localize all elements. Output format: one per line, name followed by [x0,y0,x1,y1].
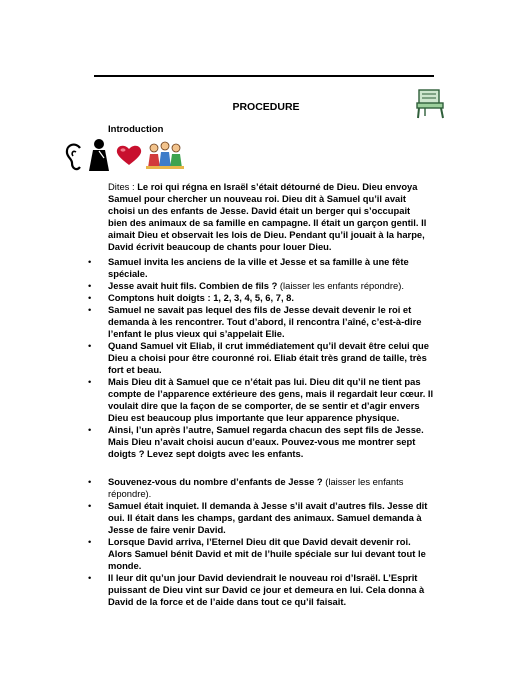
list-item-note: (laisser les enfants répondre). [108,476,404,499]
list-item-text: Jesse avait huit fils. Combien de fils ? [108,280,278,291]
children-group-icon [146,140,184,170]
list-item-text: Comptons huit doigts : 1, 2, 3, 4, 5, 6, 7, 8. [108,292,294,303]
intro-paragraph [108,181,428,253]
list-item [84,304,434,340]
list-item [84,572,434,608]
list-item-text: Samuel ne savait pas lequel des fils de Jesse devait devenir le roi et demanda à les rencontrer. Tout d’abord, il rencontra l’aîné, c’est-à-dire l’enfant le plus vieux qui s’appelait Elie. [108,304,422,339]
list-item-text: Ainsi, l’un après l’autre, Samuel regarda chacun des sept fils de Jesse. Mais Dieu n’avait choisi aucun d’eaux. Pouvez-vous me montrer sept doigts ? Levez sept doigts avec les enfants. [108,424,424,459]
heart-icon [116,144,142,166]
bullet-list-2 [84,476,434,608]
page-heading: PROCEDURE [232,101,300,113]
list-item [84,424,434,460]
bullet-list-1 [84,256,434,460]
list-item-text: Quand Samuel vit Eliab, il crut immédiatement qu’il devait être celui que Dieu a choisi pour être couronné roi. Eliab était très grand de taille, très fort et beau. [108,340,429,375]
list-item-text: Samuel était inquiet. Il demanda à Jesse s’il avait d’autres fils. Jesse dit oui. Il était dans les champs, gardant des animaux. Samuel demanda à Jesse de faire venir David. [108,500,428,535]
top-rule [94,75,434,77]
list-item [84,500,434,536]
list-item [84,536,434,572]
chair-icon [413,88,449,120]
list-item-text: Il leur dit qu’un jour David deviendrait le nouveau roi d’Israël. L’Esprit puissant de Dieu vint sur David ce jour et demeura en lui. Cela donna à David de la force et de l’aide dans tout ce qu’il faisait. [108,572,425,607]
section-subheading: Introduction [108,124,164,135]
list-item [84,476,434,500]
ear-icon [64,142,86,172]
list-item [84,256,434,280]
list-item [84,340,434,376]
list-item-note: (laisser les enfants répondre). [277,280,404,291]
praying-person-icon [86,138,112,172]
list-item-text: Samuel invita les anciens de la ville et Jesse et sa famille à une fête spéciale. [108,256,409,279]
list-item-text: Lorsque David arriva, l’Eternel Dieu dit que David devait devenir roi. Alors Samuel bénit David et mit de l’huile spéciale sur lui devant tout le monde. [108,536,426,571]
list-item-text: Mais Dieu dit à Samuel que ce n’était pas lui. Dieu dit qu’il ne tient pas compte de l’apparence extérieure des gens, mais il regardait leur cœur. Il voulait dire que la façon de se comporter, de se sentir et d’agir envers Dieu est beaucoup plus importante que leur apparence physique. [108,376,434,423]
list-item [84,292,434,304]
list-item [84,280,434,292]
intro-text: Le roi qui régna en Israël s’était détourné de Dieu. Dieu envoya Samuel pour chercher un nouveau roi. Dieu dit à Samuel qu’il avait choisi un des enfants de Jesse. David était un berger qui s’occupait bien des animaux de sa famille en campagne. Il était un garçon gentil. Il aimait Dieu et observait les lois de Dieu. Pendant qu’il jouait à la harpe, David écrivit beaucoup de chants pour louer Dieu. [108,181,427,252]
intro-prefix: Dites : [108,181,138,192]
list-item [84,376,434,424]
list-item-text: Souvenez-vous du nombre d’enfants de Jesse ? [108,476,323,487]
